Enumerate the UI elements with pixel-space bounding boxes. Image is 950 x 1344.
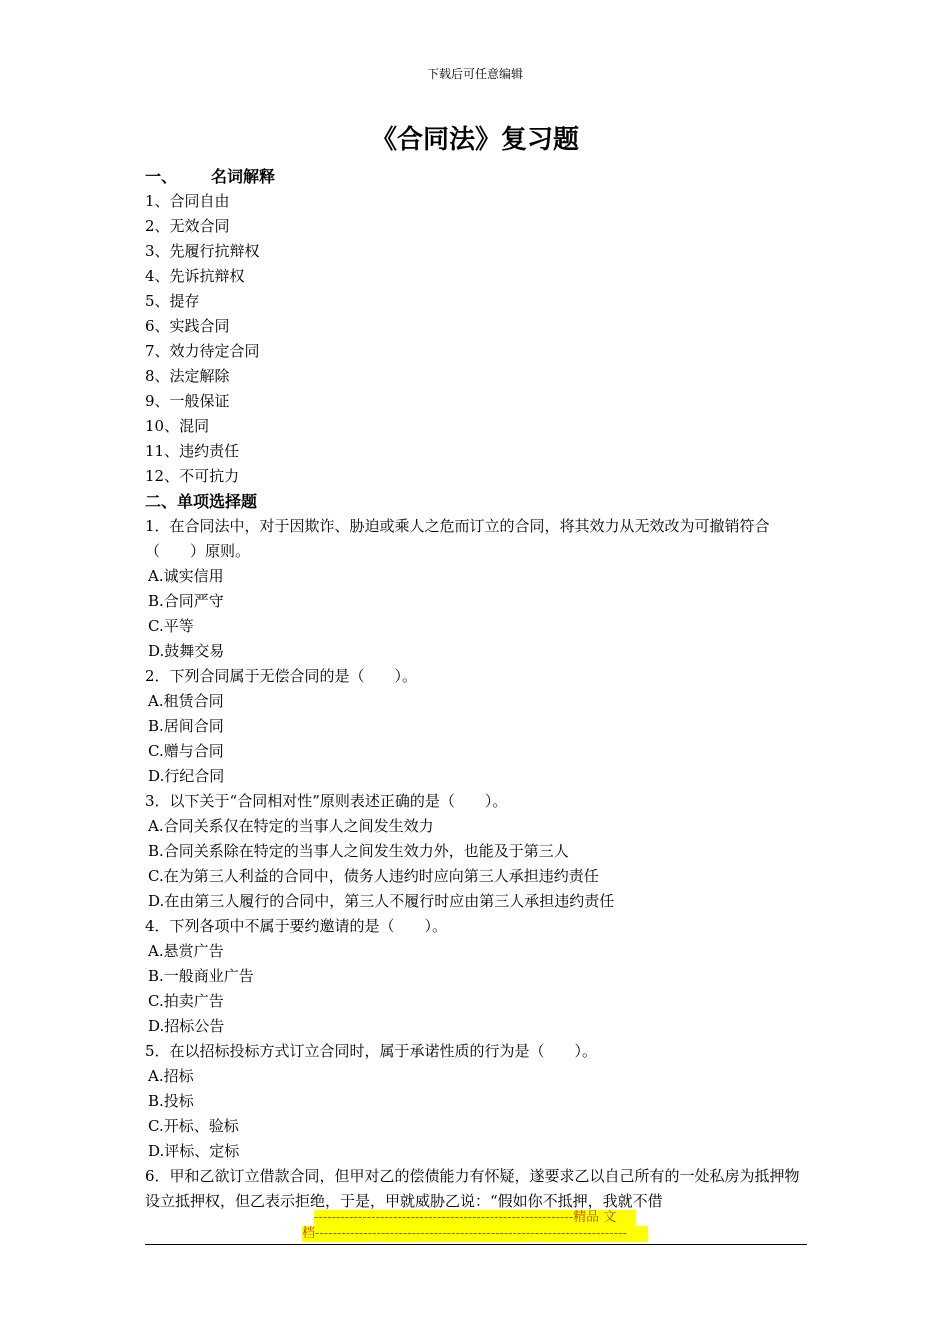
list-item: 6、实践合同 xyxy=(145,317,230,335)
answer-option: B.一般商业广告 xyxy=(148,967,254,985)
section-label: 名词解释 xyxy=(211,167,276,186)
answer-option: A.诚实信用 xyxy=(148,567,224,585)
list-item: 11、违约责任 xyxy=(145,442,240,460)
question-stem: 5．在以招标投标方式订立合同时，属于承诺性质的行为是（ ）。 xyxy=(145,1042,598,1060)
section-number: 一、 xyxy=(145,167,178,186)
answer-option: C.赠与合同 xyxy=(148,742,224,760)
header-note: 下载后可任意编辑 xyxy=(426,67,523,81)
footer-banner-line-1: -----------------------------------------------------------精品 文 xyxy=(314,1210,636,1226)
question-stem: 2．下列合同属于无偿合同的是（ ）。 xyxy=(145,667,418,685)
list-item: 9、一般保证 xyxy=(145,392,230,410)
answer-option: B.合同关系除在特定的当事人之间发生效力外，也能及于第三人 xyxy=(148,842,569,860)
list-item: 12、不可抗力 xyxy=(145,467,240,485)
answer-option: A.悬赏广告 xyxy=(148,942,224,960)
document-body xyxy=(145,164,807,1214)
answer-option: C.开标、验标 xyxy=(148,1117,239,1135)
footer-banner-line-2: 档----------------------------------------------------------------------- xyxy=(302,1226,648,1242)
answer-option: A.招标 xyxy=(148,1067,194,1085)
list-item: 10、混同 xyxy=(145,417,210,435)
question-5 xyxy=(145,1039,807,1164)
list-item: 8、法定解除 xyxy=(145,367,230,385)
question-stem: 3．以下关于“合同相对性”原则表述正确的是（ ）。 xyxy=(145,792,508,810)
answer-option: B.投标 xyxy=(148,1092,194,1110)
answer-option: B.合同严守 xyxy=(148,592,224,610)
answer-option: B.居间合同 xyxy=(148,717,224,735)
question-stem: 6．甲和乙欲订立借款合同，但甲对乙的偿债能力有怀疑，遂要求乙以自己所有的一处私房为抵押物设立抵押权，但乙表示拒绝，于是，甲就威胁乙说：“假如你不抵押，我就不借 xyxy=(145,1167,800,1210)
question-1 xyxy=(145,514,807,664)
section-heading-definitions xyxy=(145,164,807,189)
list-item: 5、提存 xyxy=(145,292,200,310)
question-4 xyxy=(145,914,807,1039)
document-title: 《合同法》复习题 xyxy=(370,125,579,155)
answer-option: A.合同关系仅在特定的当事人之间发生效力 xyxy=(148,817,434,835)
question-2 xyxy=(145,664,807,789)
answer-option: D.行纪合同 xyxy=(148,767,225,785)
list-item: 3、先履行抗辩权 xyxy=(145,242,260,260)
footer-divider xyxy=(145,1244,807,1245)
section-heading-single-choice: 二、单项选择题 xyxy=(145,492,258,511)
list-item: 7、效力待定合同 xyxy=(145,342,260,360)
list-item: 1、合同自由 xyxy=(145,192,230,210)
answer-option: C.在为第三人利益的合同中，债务人违约时应向第三人承担违约责任 xyxy=(148,867,599,885)
answer-option: C.平等 xyxy=(148,617,194,635)
question-3 xyxy=(145,789,807,914)
answer-option: A.租赁合同 xyxy=(148,692,224,710)
list-item: 4、先诉抗辩权 xyxy=(145,267,245,285)
question-stem: 4．下列各项中不属于要约邀请的是（ ）。 xyxy=(145,917,448,935)
answer-option: D.评标、定标 xyxy=(148,1142,240,1160)
answer-option: D.招标公告 xyxy=(148,1017,225,1035)
answer-option: C.拍卖广告 xyxy=(148,992,224,1010)
list-item: 2、无效合同 xyxy=(145,217,230,235)
question-stem: 1．在合同法中，对于因欺诈、胁迫或乘人之危而订立的合同，将其效力从无效改为可撤销符合（ ）原则。 xyxy=(145,517,770,560)
definition-list xyxy=(145,189,807,489)
answer-option: D.在由第三人履行的合同中，第三人不履行时应由第三人承担违约责任 xyxy=(148,892,615,910)
answer-option: D.鼓舞交易 xyxy=(148,642,225,660)
question-6 xyxy=(145,1164,807,1214)
